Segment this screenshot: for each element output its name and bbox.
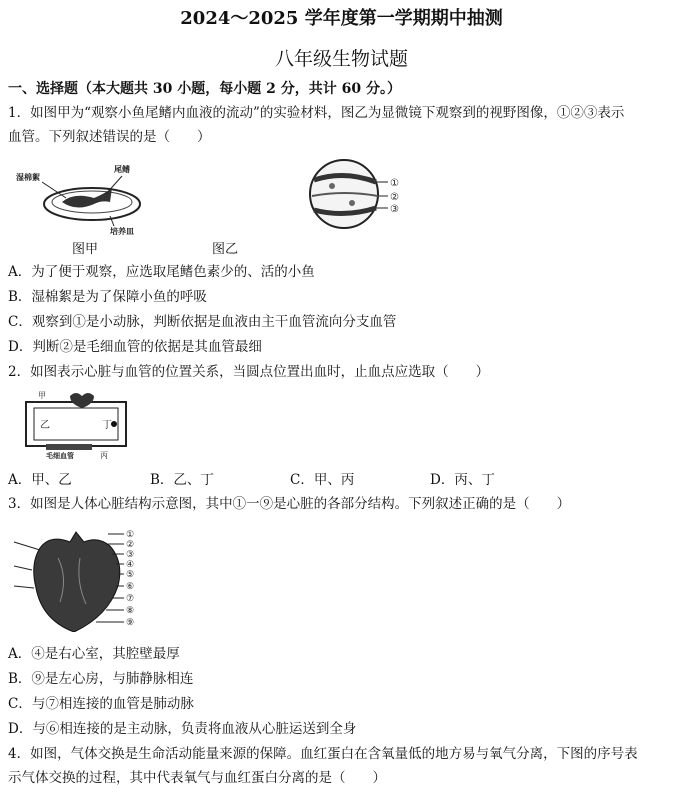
leader-line [42, 182, 66, 198]
blood-cell [329, 183, 335, 189]
label-capillary: 毛细血管 [46, 452, 74, 460]
mark-1: ① [390, 178, 399, 189]
label-ding: 丁 [102, 420, 112, 431]
q3-heart-figure [10, 528, 160, 632]
q1-option-d[interactable]: D．判断②是毛细血管的依据是其血管最细 [8, 339, 262, 355]
heart-shape [70, 393, 94, 408]
q2-option-a[interactable]: A．甲、乙 [8, 472, 72, 488]
mark-3: ③ [390, 204, 399, 215]
q1-caption-a: 图甲 [72, 242, 99, 257]
label-bing: 丙 [100, 451, 108, 460]
mark-2: ② [126, 540, 135, 550]
mark-9: ⑨ [126, 618, 135, 628]
leader-line [14, 566, 32, 570]
label-jia: 甲 [38, 391, 46, 400]
exam-title: 2024～2025 学年度第一学期期中抽测 [180, 8, 503, 29]
mark-5: ⑤ [126, 570, 135, 580]
capillary-bed [46, 444, 92, 450]
q1-caption-b: 图乙 [212, 242, 239, 257]
heart-shape [34, 532, 120, 632]
q1-stem-line1: 1．如图甲为“观察小鱼尾鳍内血液的流动”的实验材料，图乙为显微镜下观察到的视野图像，①②③表示 [8, 105, 625, 121]
label-yi: 乙 [40, 420, 50, 431]
q2-options [8, 470, 668, 490]
exam-subtitle: 八年级生物试题 [274, 48, 408, 70]
mark-8: ⑧ [126, 606, 135, 616]
leader-line [14, 542, 40, 550]
q2-stem: 2．如图表示心脏与血管的位置关系，当圆点位置出血时，止血点应选取（ ） [8, 364, 490, 380]
q3-option-c[interactable]: C．与⑦相连接的血管是肺动脉 [8, 696, 194, 712]
q1-figure-a [14, 160, 154, 240]
q4-stem-line2: 示气体交换的过程，其中代表氧气与血红蛋白分离的是（ ） [8, 770, 386, 786]
q1-stem-line2: 血管。下列叙述错误的是（ ） [8, 129, 211, 145]
q3-option-b[interactable]: B．⑨是左心房，与肺静脉相连 [8, 671, 194, 687]
mark-6: ⑥ [126, 582, 135, 592]
mark-2: ② [390, 192, 399, 203]
mark-1: ① [126, 530, 135, 540]
q2-figure [12, 388, 142, 460]
q3-stem: 3．如图是人体心脏结构示意图，其中①一⑨是心脏的各部分结构。下列叙述正确的是（ ） [8, 496, 571, 512]
q2-option-c[interactable]: C．甲、丙 [290, 472, 355, 488]
mark-3: ③ [126, 550, 135, 560]
q3-option-a[interactable]: A．④是右心室，其腔壁最厚 [8, 646, 180, 662]
label-tail: 尾鳍 [114, 165, 130, 174]
q1-figure-b [292, 156, 412, 232]
q4-stem-line1: 4．如图，气体交换是生命活动能量来源的保障。血红蛋白在含氧量低的地方易与氧气分离，下图的序号表 [8, 746, 638, 762]
blood-cell [349, 200, 355, 206]
mark-7: ⑦ [126, 594, 135, 604]
q2-option-d[interactable]: D．丙、丁 [430, 472, 495, 488]
q2-option-b[interactable]: B．乙、丁 [150, 472, 214, 488]
q1-option-c[interactable]: C．观察到①是小动脉，判断依据是血液由主干血管流向分支血管 [8, 314, 397, 330]
q1-option-b[interactable]: B．湿棉絮是为了保障小鱼的呼吸 [8, 289, 207, 305]
label-dish: 培养皿 [110, 227, 134, 236]
mark-4: ④ [126, 560, 135, 570]
leader-line [14, 586, 34, 588]
q3-option-d[interactable]: D．与⑥相连接的是主动脉，负责将血液从心脏运送到全身 [8, 721, 357, 737]
section-heading: 一、选择题（本大题共 30 小题，每小题 2 分，共计 60 分。） [8, 81, 401, 97]
label-wet-cotton: 湿棉絮 [16, 173, 40, 182]
q1-option-a[interactable]: A．为了便于观察，应选取尾鳍色素少的、活的小鱼 [8, 264, 315, 280]
